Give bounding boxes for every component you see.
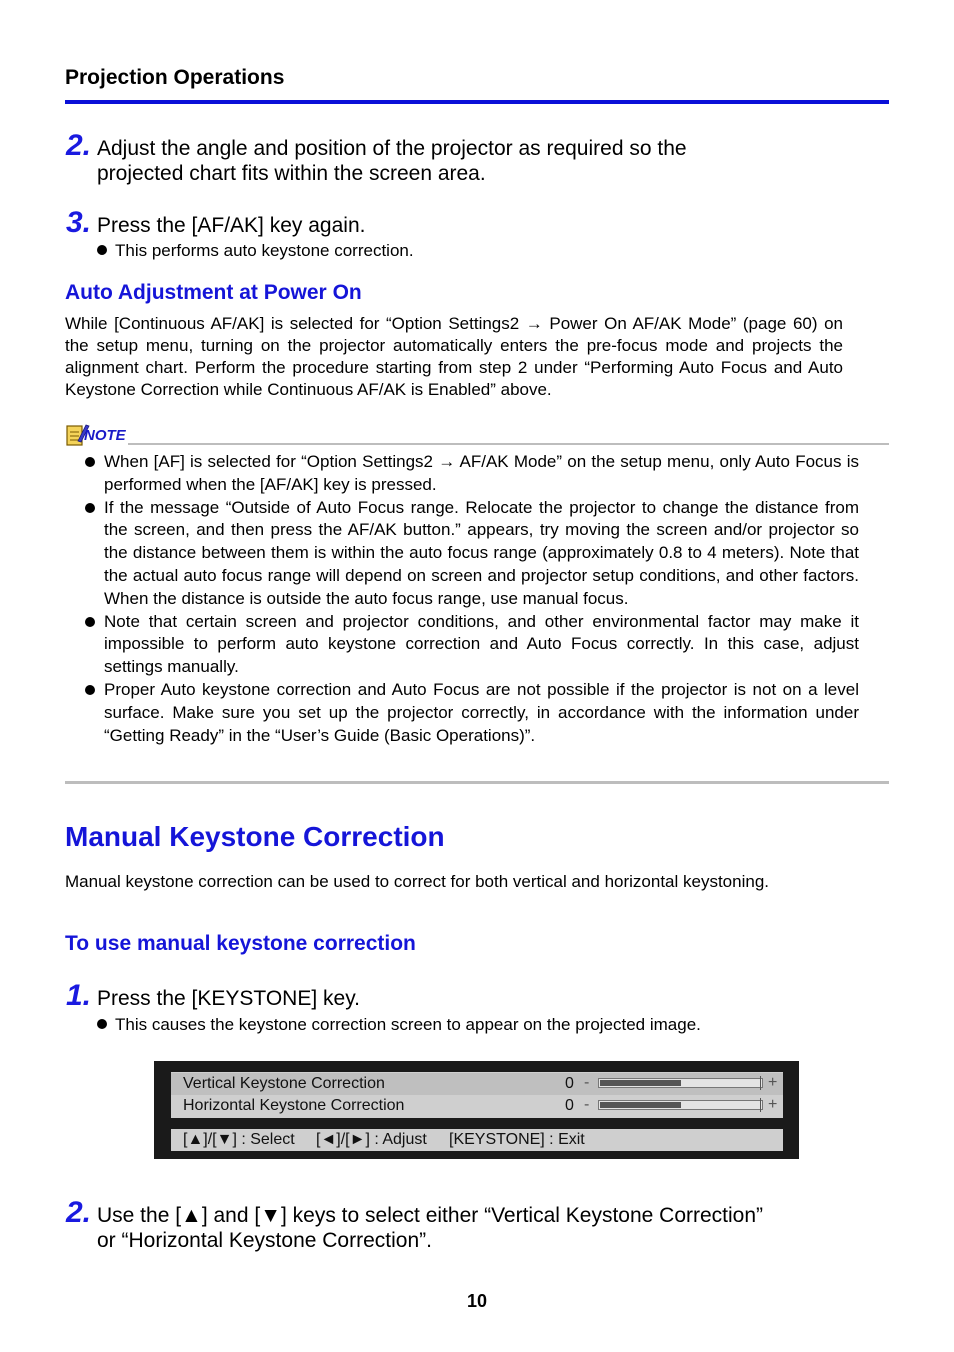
header-rule xyxy=(65,100,889,104)
step-bullet xyxy=(97,1014,701,1036)
bullet-text: This performs auto keystone correction. xyxy=(115,241,414,260)
note-bottom-rule xyxy=(65,781,889,784)
step-number: 2. xyxy=(66,129,92,162)
keystone-row-value: 0 xyxy=(565,1075,574,1092)
footer-exit-hint: [KEYSTONE] : Exit xyxy=(449,1131,585,1148)
plus-icon: + xyxy=(768,1074,778,1091)
plus-icon: + xyxy=(768,1096,778,1113)
section-header: Projection Operations xyxy=(65,66,285,89)
page-number: 10 xyxy=(466,1291,488,1311)
keystone-row-vertical[interactable] xyxy=(171,1073,783,1095)
bullet-text: This causes the keystone correction screen to appear on the projected image. xyxy=(115,1015,701,1034)
keystone-row-label: Vertical Keystone Correction xyxy=(183,1075,385,1092)
keystone-panel xyxy=(171,1072,783,1118)
manual-intro: Manual keystone correction can be used to correct for both vertical and horizontal keystoning. xyxy=(65,872,769,891)
keystone-slider[interactable] xyxy=(598,1078,763,1088)
step-bullet xyxy=(97,240,414,262)
keystone-row-value: 0 xyxy=(565,1097,574,1114)
note-list xyxy=(85,451,859,747)
note-rule xyxy=(128,443,889,445)
minus-icon: - xyxy=(584,1074,590,1091)
minus-icon: - xyxy=(584,1096,590,1113)
step-line: Adjust the angle and position of the projector as required so the xyxy=(97,137,687,160)
subsection-title: Auto Adjustment at Power On xyxy=(65,281,362,304)
slider-fill xyxy=(600,1080,681,1086)
note-item: Proper Auto keystone correction and Auto Focus are not possible if the projector is not on a level surface. Make sure you set up the projector correctly, in accordance with the information under “Getting Ready” in the “User’s Guide (Basic Operations)”. xyxy=(85,679,859,747)
footer-adjust-hint: [◄]/[►] : Adjust xyxy=(316,1131,427,1148)
bullet-dot xyxy=(97,1019,107,1029)
step-number: 2. xyxy=(66,1196,92,1229)
note-label: NOTE xyxy=(84,427,126,444)
step-text xyxy=(97,136,687,186)
step-line: or “Horizontal Keystone Correction”. xyxy=(97,1229,432,1252)
note-item: If the message “Outside of Auto Focus range. Relocate the projector to change the distance from the screen, and then press the AF/AK button.” appears, try moving the screen and/or projector so the distance between them is within the auto focus range (approximately 0.8 to 4 meters). Note that the actual auto focus range will depend on screen and projector setup conditions, and other factors. When the distance is outside the auto focus range, use manual focus. xyxy=(85,497,859,611)
bullet-dot xyxy=(97,245,107,255)
footer-select-hint: [▲]/[▼] : Select xyxy=(183,1131,295,1148)
keystone-slider[interactable] xyxy=(598,1100,763,1110)
note-item: Note that certain screen and projector conditions, and other environmental factor may make it impossible to perform auto keystone correction and Auto Focus correctly. In this case, adjust settings manually. xyxy=(85,611,859,679)
step-line: projected chart fits within the screen area. xyxy=(97,162,486,185)
slider-end-mark xyxy=(760,1076,761,1090)
step-text: Press the [KEYSTONE] key. xyxy=(97,987,360,1010)
step-text: Press the [AF/AK] key again. xyxy=(97,214,366,237)
keystone-row-label: Horizontal Keystone Correction xyxy=(183,1097,405,1114)
step-line: Use the [▲] and [▼] keys to select either “Vertical Keystone Correction” xyxy=(97,1204,764,1227)
auto-adjust-body: While [Continuous AF/AK] is selected for “Option Settings2 → Power On AF/AK Mode” (page 60) on the setup menu, turning on the projector automatically enters the pre-focus mode and projects the alignment chart. Perform the procedure starting from step 2 under “Performing Auto Focus and Auto Keystone Correction while Continuous AF/AK is Enabled” above. xyxy=(65,314,843,399)
note-item: When [AF] is selected for “Option Settings2 → AF/AK Mode” on the setup menu, only Auto Focus is performed when the [AF/AK] key is pressed. xyxy=(85,451,859,497)
step-number: 1. xyxy=(66,979,92,1012)
keystone-correction-screen xyxy=(154,1061,799,1159)
slider-end-mark xyxy=(760,1098,761,1112)
keystone-row-horizontal[interactable] xyxy=(171,1095,783,1117)
slider-fill xyxy=(600,1102,681,1108)
keystone-footer xyxy=(171,1129,783,1151)
step-text xyxy=(97,1203,763,1253)
section-title: Manual Keystone Correction xyxy=(65,821,445,852)
step-number: 3. xyxy=(66,206,92,239)
procedure-title: To use manual keystone correction xyxy=(65,932,416,955)
